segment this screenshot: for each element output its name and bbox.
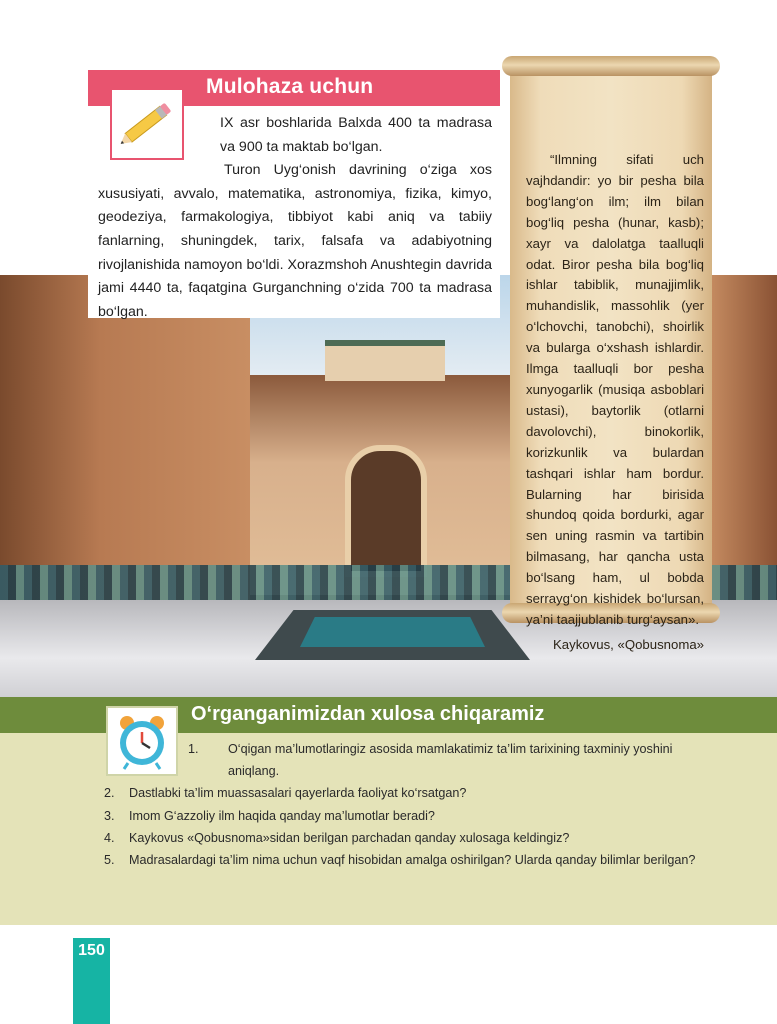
list-item — [104, 782, 704, 804]
question-number: 5. — [104, 853, 115, 868]
question-number: 3. — [104, 808, 115, 823]
reflection-title: Mulohaza uchun — [206, 75, 374, 98]
questions-list — [104, 738, 704, 871]
quote-block — [526, 150, 704, 656]
list-item — [104, 849, 704, 871]
list-item — [104, 827, 704, 849]
question-number: 4. — [104, 830, 115, 845]
question-text: Madrasalardagi ta’lim nima uchun vaqf hisobidan amalga oshirilgan? Ularda qanday bilimlar berilgan? — [129, 853, 696, 868]
list-item — [104, 738, 704, 782]
question-text: O‘qigan ma’lumotlaringiz asosida mamlakatimiz ta’lim tarixining taxminiy yoshini aniqlang. — [228, 742, 673, 779]
quote-author: Kaykovus, «Qobusnoma» — [552, 636, 704, 652]
list-item — [104, 805, 704, 827]
reflection-paragraph-1: IX asr boshlarida Balxda 400 ta madrasa va 900 ta maktab bo‘lgan. — [220, 115, 492, 155]
page-number-tab — [73, 938, 110, 1024]
page-number: 150 — [78, 942, 105, 959]
reflection-box — [88, 70, 500, 318]
conclusion-title: O‘rganganimizdan xulosa chiqaramiz — [191, 703, 545, 725]
reflection-text — [98, 112, 492, 324]
question-text: Imom G‘azzoliy ilm haqida qanday ma’lumotlar beradi? — [129, 808, 435, 823]
quote-text: “Ilmning sifati uch vajhdandir: yo bir pesha bila bog‘lang‘on ilm; ilm bilan bog‘liq pesha (hunar, kasb); xayr va dalolatga taalluqli odat. Biror pesha bila bog‘liq ishlar tabiblik, munajjimlik, muhandislik, massohlik (yer o‘lchovchi, tanobchi), shoirlik va bularga o‘xshash ishlardir. Ilmga taalluqli bor pesha xunyogarlik (musiqa asboblari ustasi), baytorlik (otlarni davolovchi), binokorlik, korizkunlik va bulardan tashqari ishlar ham bordur. Bularning har birisida shundoq qoida bordurki, agar sen uning rasmin va tartibin bilmasang, har qancha usta bo‘lsang ham, ul bobda serrayg‘on kishidek bo‘lursan, ya’ni taajjublanib turg‘aysan». — [526, 152, 704, 627]
question-text: Dastlabki ta’lim muassasalari qayerlarda faoliyat ko‘rsatgan? — [129, 786, 467, 801]
question-number: 1. — [188, 742, 199, 756]
question-text: Kaykovus «Qobusnoma»sidan berilgan parchadan qanday xulosaga keldingiz? — [129, 830, 570, 845]
quote-scroll — [502, 56, 720, 652]
question-number: 2. — [104, 786, 115, 801]
reflection-paragraph-2: Turon Uyg‘onish davrining o‘ziga xos xususiyati, avvalo, matematika, astronomiya, fizika, kimyo, geodeziya, farmakologiya, tibbiyot kabi aniq va tabiiy fanlarning, shuningdek, tarix, falsafa va adabiyotning rivojlanishida namoyon bo‘ldi. Xorazmshoh Anushtegin davrida jami 4440 ta, faqatgina Gurganchning o‘zida 700 ta madrasa bo‘lgan. — [98, 162, 492, 320]
